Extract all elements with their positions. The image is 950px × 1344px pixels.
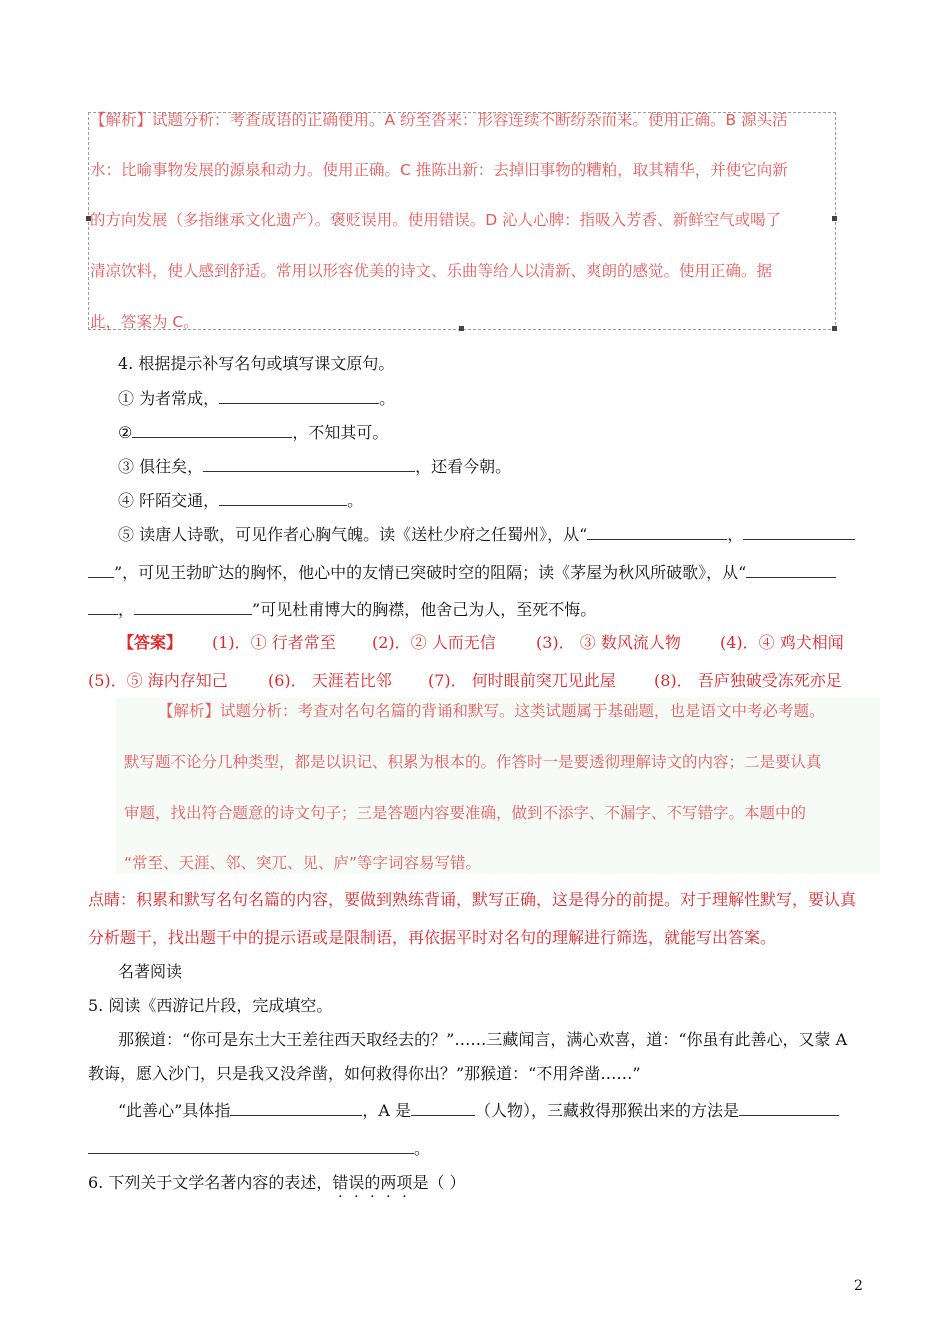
q5-fill-c: （人物），三藏救得那猴出来的方法是 [475, 1101, 740, 1120]
q4-item-4 [118, 490, 363, 511]
q4-item5-line2-text: ”，可见王勃旷达的胸怀，他心中的友情已突破时空的阻隔；读《茅屋为秋风所破歌》，从“ [114, 563, 747, 582]
q5-fill-line [118, 1100, 839, 1121]
q4-item2-suffix: ，不知其可。 [292, 423, 389, 442]
q4-item-2 [118, 422, 388, 443]
q5-fill-a: “此善心”具体指 [118, 1101, 231, 1120]
analysis1-line-2: 水：比喻事物发展的源泉和动力。使用正确。C 推陈出新：去掉旧事物的糟粕，取其精华，并使它向新 [90, 161, 788, 179]
tip-line-1: 点睛：积累和默写名句名篇的内容，要做到熟练背诵，默写正确，这是得分的前提。对于理解性默写，要认真 [88, 890, 857, 909]
answer-blank[interactable] [587, 524, 727, 540]
q6-emphasis-char: 错 [332, 1173, 349, 1192]
q4-item5-line3-tail: ”可见杜甫博大的胸襟，他舍己为人，至死不悔。 [252, 600, 597, 619]
q6-title [88, 1173, 466, 1193]
answer-5: (5)．⑤ 海内存知己 [88, 671, 228, 690]
q5-fill-b: ，A 是 [362, 1101, 412, 1120]
q5-para-line-1: 那猴道：“你可是东土大王差往西天取经去的？”……三藏闻言，满心欢喜，道：“你虽有此善心，又蒙 A [118, 1030, 848, 1049]
analysis1-line-3: 的方向发展（多指继承文化遗产）。褒贬误用。使用错误。D 沁人心脾：指吸入芳香、新鲜空气或喝了 [90, 211, 782, 229]
q4-item2-prefix: ② [118, 423, 133, 442]
q4-item3-prefix: ③ 俱往矣， [118, 457, 204, 476]
analysis1-line-5: 此，答案为 C。 [90, 313, 199, 331]
q4-item-5-line-3 [88, 599, 596, 620]
q5-fill-end: 。 [414, 1139, 431, 1158]
answer-blank[interactable] [88, 562, 114, 578]
answer-blank[interactable] [743, 524, 855, 540]
q4-item3-suffix: ，还看今朝。 [415, 457, 512, 476]
q4-item-5-line-1 [118, 524, 855, 545]
answer-3: (3)． ③ 数风流人物 [536, 633, 681, 652]
analysis2-line-2: 默写题不论分几种类型，都是以识记、积累为根本的。作答时一是要透彻理解诗文的内容；二是要认真 [124, 753, 822, 771]
q6-emphasis-char: 的 [364, 1173, 381, 1192]
q4-item5-text: ⑤ 读唐人诗歌，可见作者心胸气魄。读《送杜少府之任蜀州》，从“ [118, 525, 588, 544]
answer-blank[interactable] [219, 490, 347, 506]
q4-item5-line3-comma: ， [118, 600, 135, 619]
q6-title-suffix: 是（ ） [412, 1173, 466, 1192]
section-title: 名著阅读 [118, 962, 183, 981]
answer-blank[interactable] [88, 1138, 414, 1154]
answer-label: 【答案】 [118, 633, 183, 652]
q4-item4-suffix: 。 [347, 491, 364, 510]
page-number: 2 [854, 1278, 863, 1294]
q6-title-prefix: 6. 下列关于文学名著内容的表述， [88, 1173, 333, 1192]
analysis2-line-3: 审题，找出符合题意的诗文句子；三是答题内容要准确，做到不添字、不漏字、不写错字。本题中的 [124, 804, 807, 822]
analysis2-line-1: 【解析】试题分析：考查对名句名篇的背诵和默写。这类试题属于基础题，也是语文中考必考题。 [158, 702, 825, 720]
q5-title: 5. 阅读《西游记片段，完成填空。 [88, 996, 333, 1015]
q5-para-line-2: 教诲，愿入沙门，只是我又没斧凿，如何救得你出？”那猴道：“不用斧凿……” [88, 1064, 641, 1083]
resize-handle-bottom[interactable] [459, 326, 464, 331]
q6-emphasis-char: 项 [396, 1173, 413, 1192]
answer-blank[interactable] [746, 562, 836, 578]
answer-blank[interactable] [203, 456, 415, 472]
q4-item1-suffix: 。 [379, 389, 396, 408]
q4-item5-comma: ， [727, 525, 744, 544]
q4-item4-prefix: ④ 阡陌交通， [118, 491, 220, 510]
answer-2: (2)．② 人而无信 [372, 633, 496, 652]
answer-8: (8)． 吾庐独破受冻死亦足 [654, 671, 842, 690]
tip-line-2: 分析题干，找出题干中的提示语或是限制语，再依据平时对名句的理解进行筛选，就能写出答案。 [88, 928, 777, 947]
answer-7: (7)． 何时眼前突兀见此屋 [428, 671, 616, 690]
resize-handle-corner[interactable] [832, 326, 837, 331]
analysis2-line-4: “常至、天涯、邻、突兀、见、庐”等字词容易写错。 [124, 854, 482, 872]
answer-blank[interactable] [230, 1100, 362, 1116]
q4-title: 4. 根据提示补写名句或填写课文原句。 [118, 354, 395, 373]
answer-blank[interactable] [134, 599, 252, 615]
q5-fill-line-2 [88, 1138, 430, 1159]
answer-6: (6)． 天涯若比邻 [268, 671, 392, 690]
answer-blank[interactable] [219, 388, 379, 404]
analysis-box-2 [116, 698, 880, 874]
q6-emphasis-char: 误 [348, 1173, 365, 1192]
answer-blank[interactable] [739, 1100, 839, 1116]
resize-handle-right[interactable] [832, 216, 837, 221]
q4-item-1 [118, 388, 395, 409]
answer-blank[interactable] [132, 422, 292, 438]
answer-4: (4)．④ 鸡犬相闻 [720, 633, 844, 652]
analysis1-line-4: 清凉饮料，使人感到舒适。常用以形容优美的诗文、乐曲等给人以清新、爽朗的感觉。使用正确。据 [90, 262, 773, 280]
q4-item-3 [118, 456, 511, 477]
q4-item1-prefix: ① 为者常成， [118, 389, 220, 408]
answer-1: (1)．① 行者常至 [212, 633, 336, 652]
analysis1-line-1: 【解析】试题分析：考查成语的正确使用。A 纷至沓来：形容连续不断纷杂而来。使用正确。B 源头活 [90, 111, 788, 129]
answer-blank[interactable] [88, 599, 118, 615]
q4-item-5-line-2 [88, 562, 836, 583]
q6-emphasis-char: 两 [380, 1173, 397, 1192]
answer-blank[interactable] [411, 1100, 475, 1116]
